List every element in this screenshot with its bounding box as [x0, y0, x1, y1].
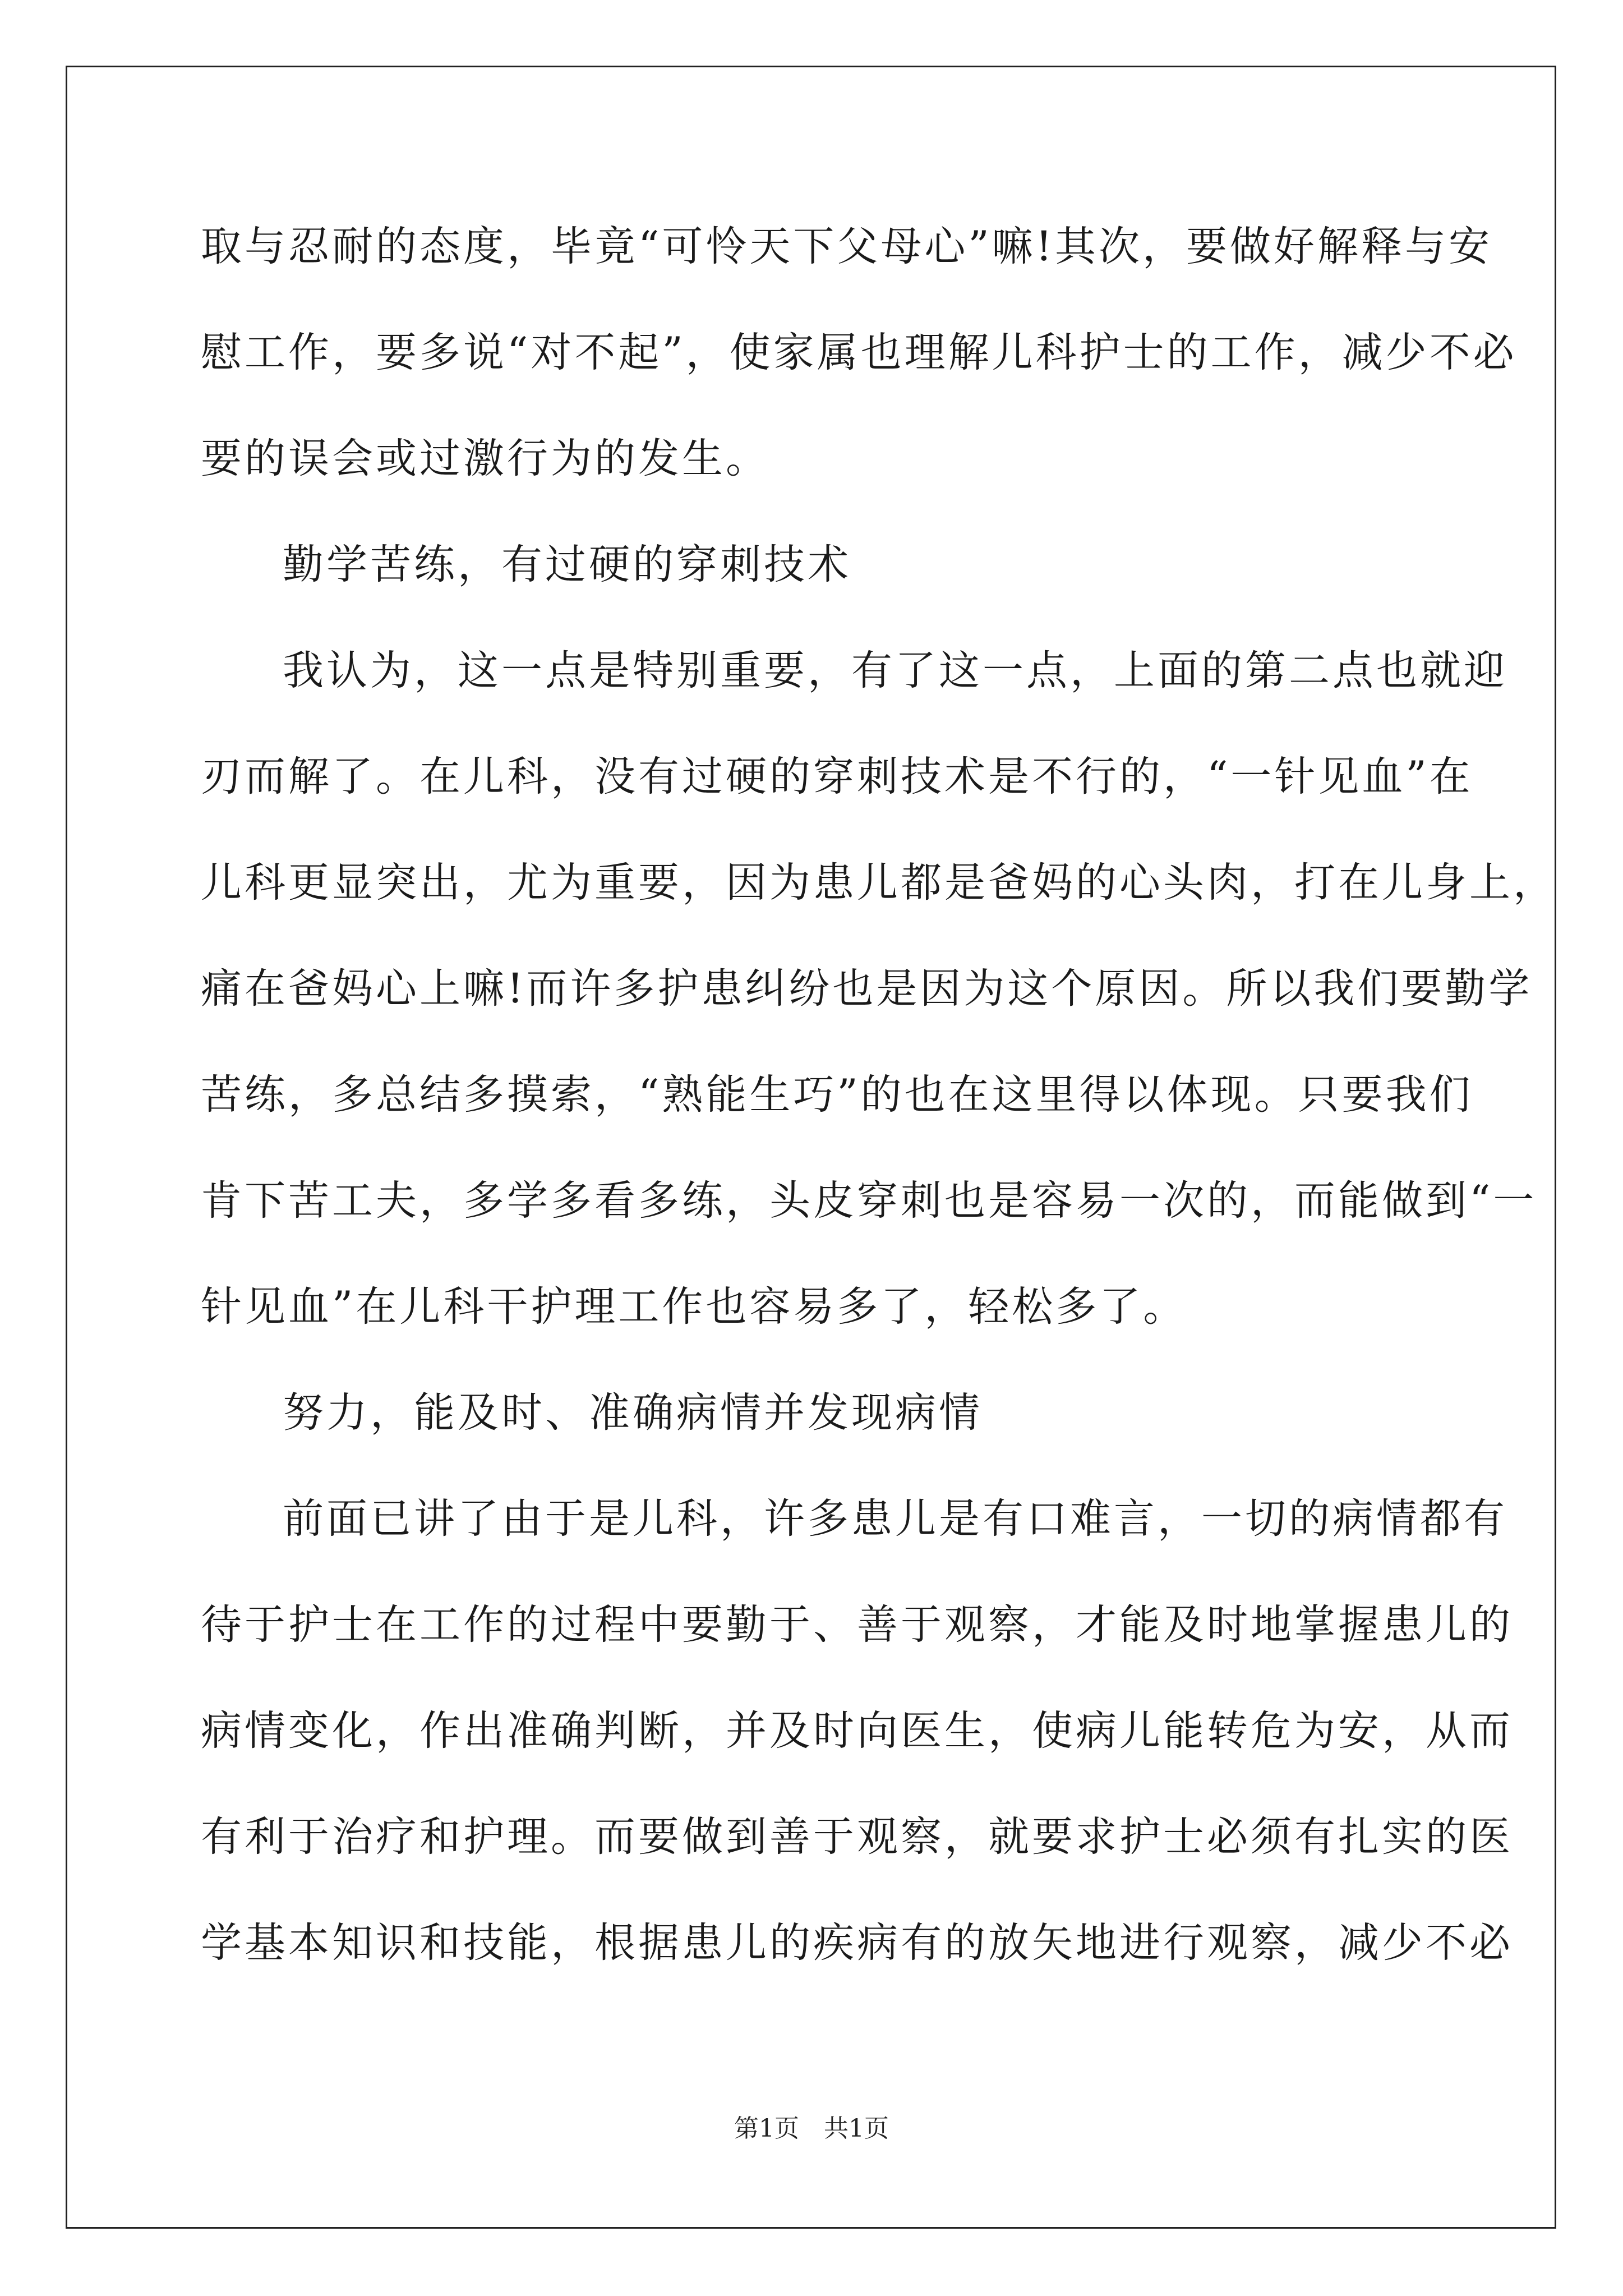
page-number: 第1页 共1页 — [734, 2114, 889, 2143]
text-line: 刃而解了。在儿科，没有过硬的穿刺技术是不行的，“一针见血”在 — [201, 753, 1473, 800]
text-line: 肯下苦工夫，多学多看多练，头皮穿刺也是容易一次的，而能做到“一 — [201, 1177, 1537, 1225]
section-heading: 勤学苦练，有过硬的穿刺技术 — [283, 541, 851, 588]
document-body — [201, 213, 1557, 2016]
text-line: 学基本知识和技能，根据患儿的疾病有的放矢地进行观察，减少不必 — [201, 1919, 1513, 1967]
text-line: 有利于治疗和护理。而要做到善于观察，就要求护士必须有扎实的医 — [201, 1813, 1513, 1861]
text-line: 针见血”在儿科干护理工作也容易多了，轻松多了。 — [201, 1283, 1187, 1331]
text-line: 慰工作，要多说“对不起”，使家属也理解儿科护士的工作，减少不必 — [201, 329, 1517, 376]
text-line: 病情变化，作出准确判断，并及时向医生，使病儿能转危为安，从而 — [201, 1707, 1513, 1755]
text-line: 要的误会或过激行为的发生。 — [201, 435, 769, 482]
text-line: 待于护士在工作的过程中要勤于、善于观察，才能及时地掌握患儿的 — [201, 1601, 1513, 1649]
section-heading: 努力，能及时、准确病情并发现病情 — [283, 1389, 983, 1437]
text-line: 痛在爸妈心上嘛!而许多护患纠纷也是因为这个原因。所以我们要勤学 — [201, 965, 1533, 1013]
text-line: 苦练，多总结多摸索，“熟能生巧”的也在这里得以体现。只要我们 — [201, 1071, 1473, 1119]
text-line: 儿科更显突出，尤为重要，因为患儿都是爸妈的心头肉，打在儿身上， — [201, 859, 1557, 907]
text-line: 前面已讲了由于是儿科，许多患儿是有口难言，一切的病情都有 — [283, 1495, 1507, 1543]
text-line: 我认为，这一点是特别重要，有了这一点，上面的第二点也就迎 — [283, 647, 1507, 694]
text-line: 取与忍耐的态度，毕竟“可怜天下父母心”嘛!其次，要做好解释与安 — [201, 223, 1492, 270]
